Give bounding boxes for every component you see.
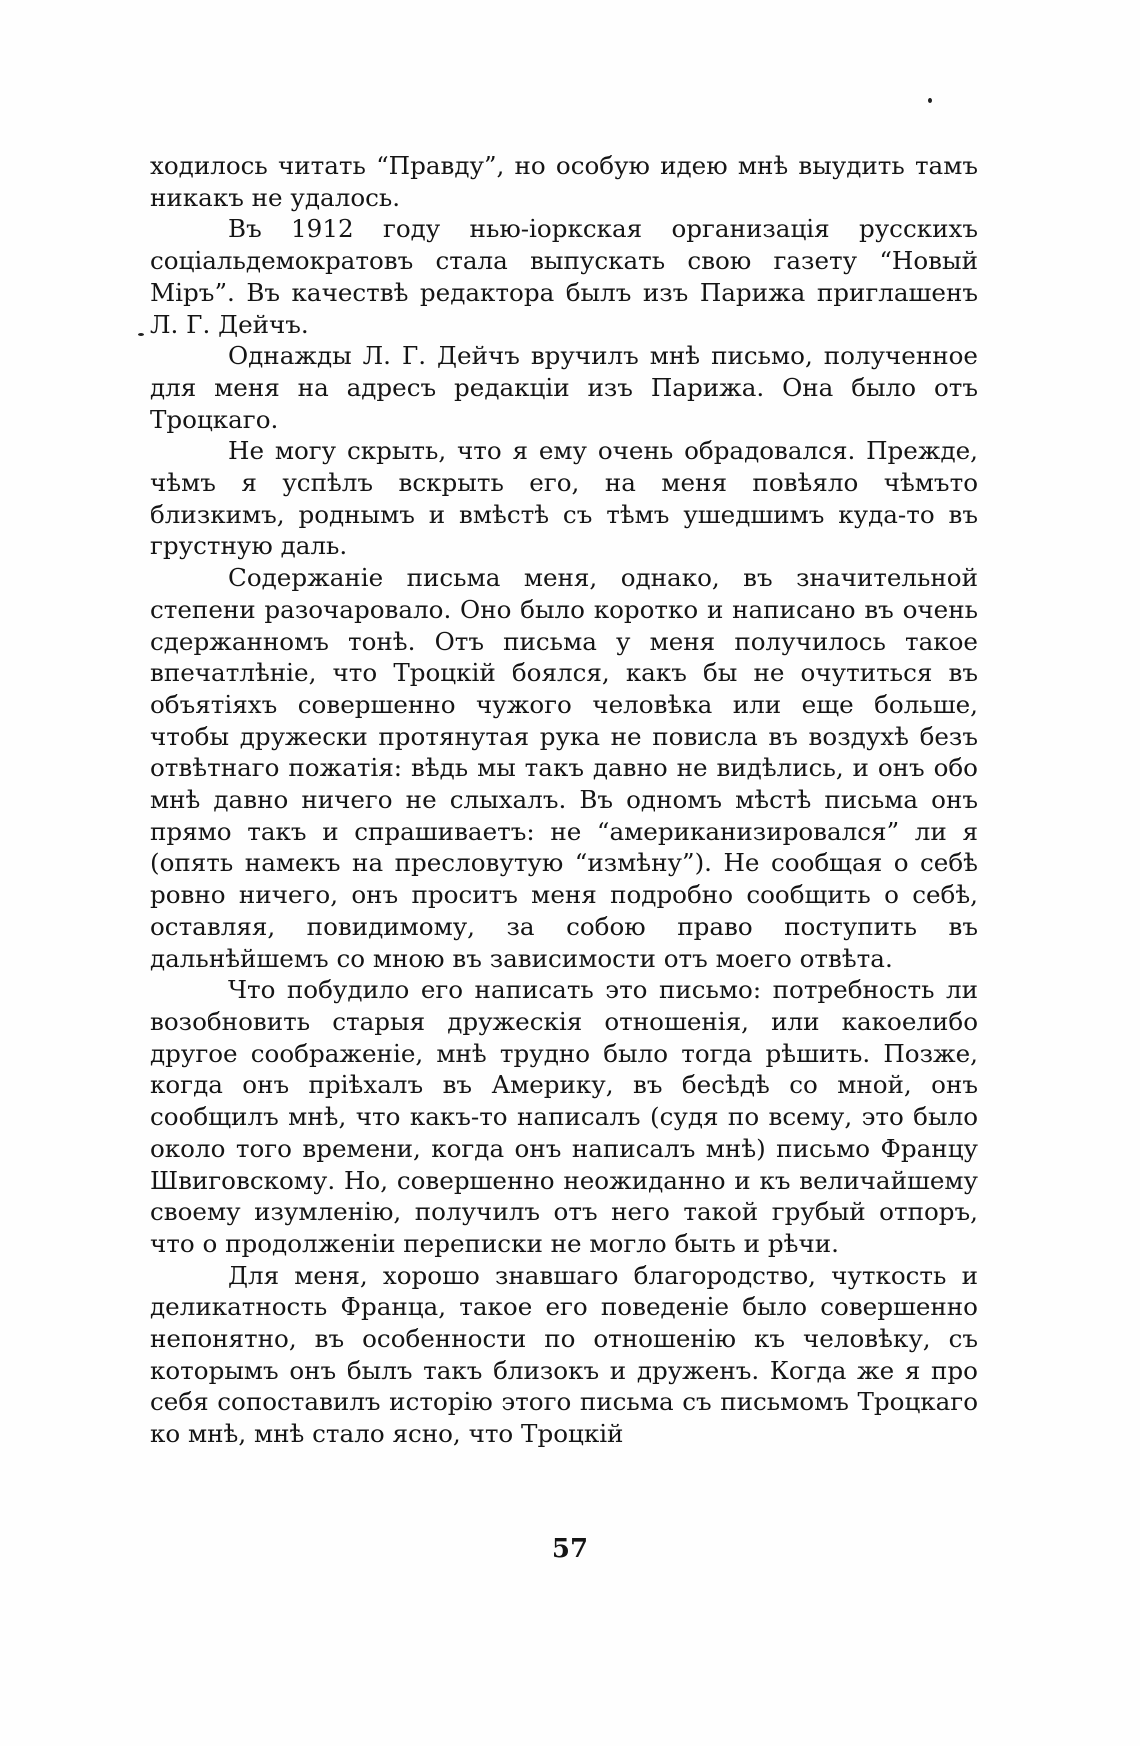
paragraph: Однажды Л. Г. Дейчъ вручилъ мнѣ письмо, полученное для меня на адресъ редакціи изъ Парижа. Она было отъ Троцкаго.: [150, 341, 978, 434]
paragraph: Для меня, хорошо знавшаго благородство, чуткость и деликатность Франца, такое его поведеніе было совершенно непонятно, въ особенности по отношенію къ человѣку, съ которымъ онъ былъ такъ близокъ и друженъ. Когда же я про себя сопоставилъ исторію этого письма съ письмомъ Троцкаго ко мнѣ, мнѣ стало ясно, что Троцкій: [150, 1260, 978, 1449]
paragraph: Въ 1912 году нью-іоркская организація русскихъ соціальдемократовъ стала выпускать свою газету “Новый Міръ”. Въ качествѣ редактора былъ изъ Парижа приглашенъ Л. Г. Дейчъ.: [150, 214, 978, 339]
paragraph: ходилось читать “Правду”, но особую идею мнѣ выудить тамъ никакъ не удалось.: [150, 151, 978, 212]
paragraph: Содержаніе письма меня, однако, въ значительной степени разочаровало. Оно было коротко и написано въ очень сдержанномъ тонѣ. Отъ письма у меня получилось такое впечатлѣніе, что Троцкій боялся, какъ бы не очутиться въ объятіяхъ совершенно чужого человѣка или еще больше, чтобы дружески протянутая рука не повисла въ воздухѣ безъ отвѣтнаго пожатія: вѣдь мы такъ давно не видѣлись, и онъ обо мнѣ давно ничего не слыхалъ. Въ одномъ мѣстѣ письма онъ прямо такъ и спрашиваетъ: не “американизировался” ли я (опять намекъ на пресловутую “измѣну”). Не сообщая о себѣ ровно ничего, онъ проситъ меня подробно сообщить о себѣ, оставляя, повидимому, за собою право поступить въ дальнѣйшемъ со мною въ зависимости отъ моего отвѣта.: [150, 563, 978, 973]
paragraph: Что побудило его написать это письмо: потребность ли возобновить старыя дружескія отношенія, или какоелибо другое соображеніе, мнѣ трудно было тогда рѣшить. Позже, когда онъ пріѣхалъ въ Америку, въ бесѣдѣ со мной, онъ сообщилъ мнѣ, что какъ-то написалъ (судя по всему, это было около того времени, когда онъ написалъ мнѣ) письмо Францу Швиговскому. Но, совершенно неожиданно и къ величайшему своему изумленію, получилъ отъ него такой грубый отпоръ, что о продолженіи переписки не могло быть и рѣчи.: [150, 975, 978, 1258]
body-text: [150, 150, 978, 1450]
paragraph: Не могу скрыть, что я ему очень обрадовался. Прежде, чѣмъ я успѣлъ вскрыть его, на меня повѣяло чѣмъто близкимъ, роднымъ и вмѣстѣ съ тѣмъ ушедшимъ куда-то въ грустную даль.: [150, 436, 978, 561]
ink-speck: [928, 98, 932, 103]
ink-speck: [138, 333, 144, 336]
page-number: 57: [551, 1534, 589, 1564]
